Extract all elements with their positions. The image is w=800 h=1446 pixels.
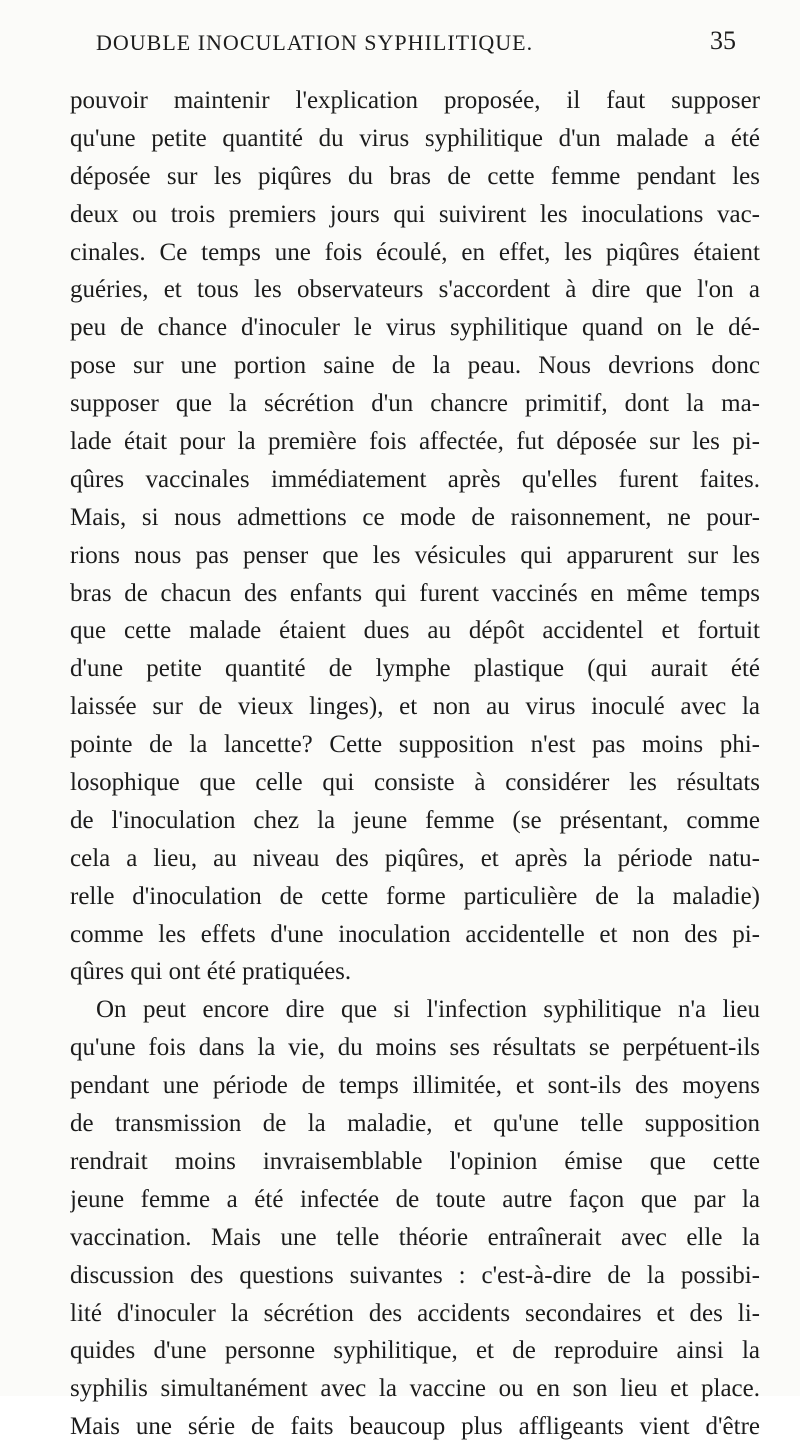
text-line: lade était pour la première fois affectée, fut déposée sur les pi- [70,428,760,456]
text-line: relle d'inoculation de cette forme particulière de la maladie) [70,882,760,910]
text-line: qûres qui ont été pratiquées. [70,958,352,986]
text-line: cela a lieu, au niveau des piqûres, et après la période natu- [70,844,760,872]
text-line: déposée sur les piqûres du bras de cette femme pendant les [70,162,760,190]
page-number: 35 [710,26,736,55]
text-line: pointe de la lancette? Cette supposition n'est pas moins phi- [70,731,760,759]
text-line: bras de chacun des enfants qui furent vaccinés en même temps [70,579,760,607]
text-line: losophique que celle qui consiste à considérer les résultats [70,769,760,797]
text-line: d'une petite quantité de lymphe plastique (qui aurait été [70,655,760,683]
text-line: qu'une petite quantité du virus syphilitique d'un malade a été [70,124,760,152]
text-line: discussion des questions suivantes : c'est-à-dire de la possibi- [70,1261,760,1289]
text-line: pouvoir maintenir l'explication proposée, il faut supposer [70,87,760,114]
text-line: deux ou trois premiers jours qui suivirent les inoculations vac- [70,200,760,228]
text-line: guéries, et tous les observateurs s'accordent à dire que l'on a [70,276,760,304]
text-line: qûres vaccinales immédiatement après qu'elles furent faites. [70,465,760,493]
text-line: syphilis simultanément avec la vaccine ou en son lieu et place. [70,1375,760,1403]
text-line: supposer que la sécrétion d'un chancre primitif, dont la ma- [70,390,760,418]
text-line: laissée sur de vieux linges), et non au virus inoculé avec la [70,693,760,721]
text-line: On peut encore dire que si l'infection syphilitique n'a lieu [96,996,760,1024]
text-line: qu'une fois dans la vie, du moins ses résultats se perpétuent-ils [70,1034,760,1062]
text-line: pose sur une portion saine de la peau. Nous devrions donc [70,352,760,380]
text-line: Mais, si nous admettions ce mode de raisonnement, ne pour- [70,503,760,531]
text-line: jeune femme a été infectée de toute autre façon que par la [70,1185,760,1213]
text-line: vaccination. Mais une telle théorie entraînerait avec elle la [70,1223,760,1251]
text-line: que cette malade étaient dues au dépôt accidentel et fortuit [70,617,760,645]
text-line: Mais une série de faits beaucoup plus affligeants vient d'être [70,1413,760,1441]
body-text [70,82,760,1446]
running-title: DOUBLE INOCULATION SYPHILITIQUE. [96,30,534,55]
text-line: rendrait moins invraisemblable l'opinion émise que cette [70,1147,760,1175]
text-line: de l'inoculation chez la jeune femme (se présentant, comme [70,806,760,834]
text-line: comme les effets d'une inoculation accidentelle et non des pi- [70,920,760,948]
running-header [96,24,736,64]
paragraph [70,991,760,1446]
text-line: lité d'inoculer la sécrétion des accidents secondaires et des li- [70,1299,760,1327]
paragraph [70,82,760,991]
text-line: rions nous pas penser que les vésicules qui apparurent sur les [70,541,760,569]
text-line: pendant une période de temps illimitée, et sont-ils des moyens [70,1072,760,1100]
text-line: peu de chance d'inoculer le virus syphilitique quand on le dé- [70,314,760,342]
text-line: quides d'une personne syphilitique, et de reproduire ainsi la [70,1337,760,1365]
text-line: de transmission de la maladie, et qu'une telle supposition [70,1110,760,1138]
text-line: cinales. Ce temps une fois écoulé, en effet, les piqûres étaient [70,238,760,266]
